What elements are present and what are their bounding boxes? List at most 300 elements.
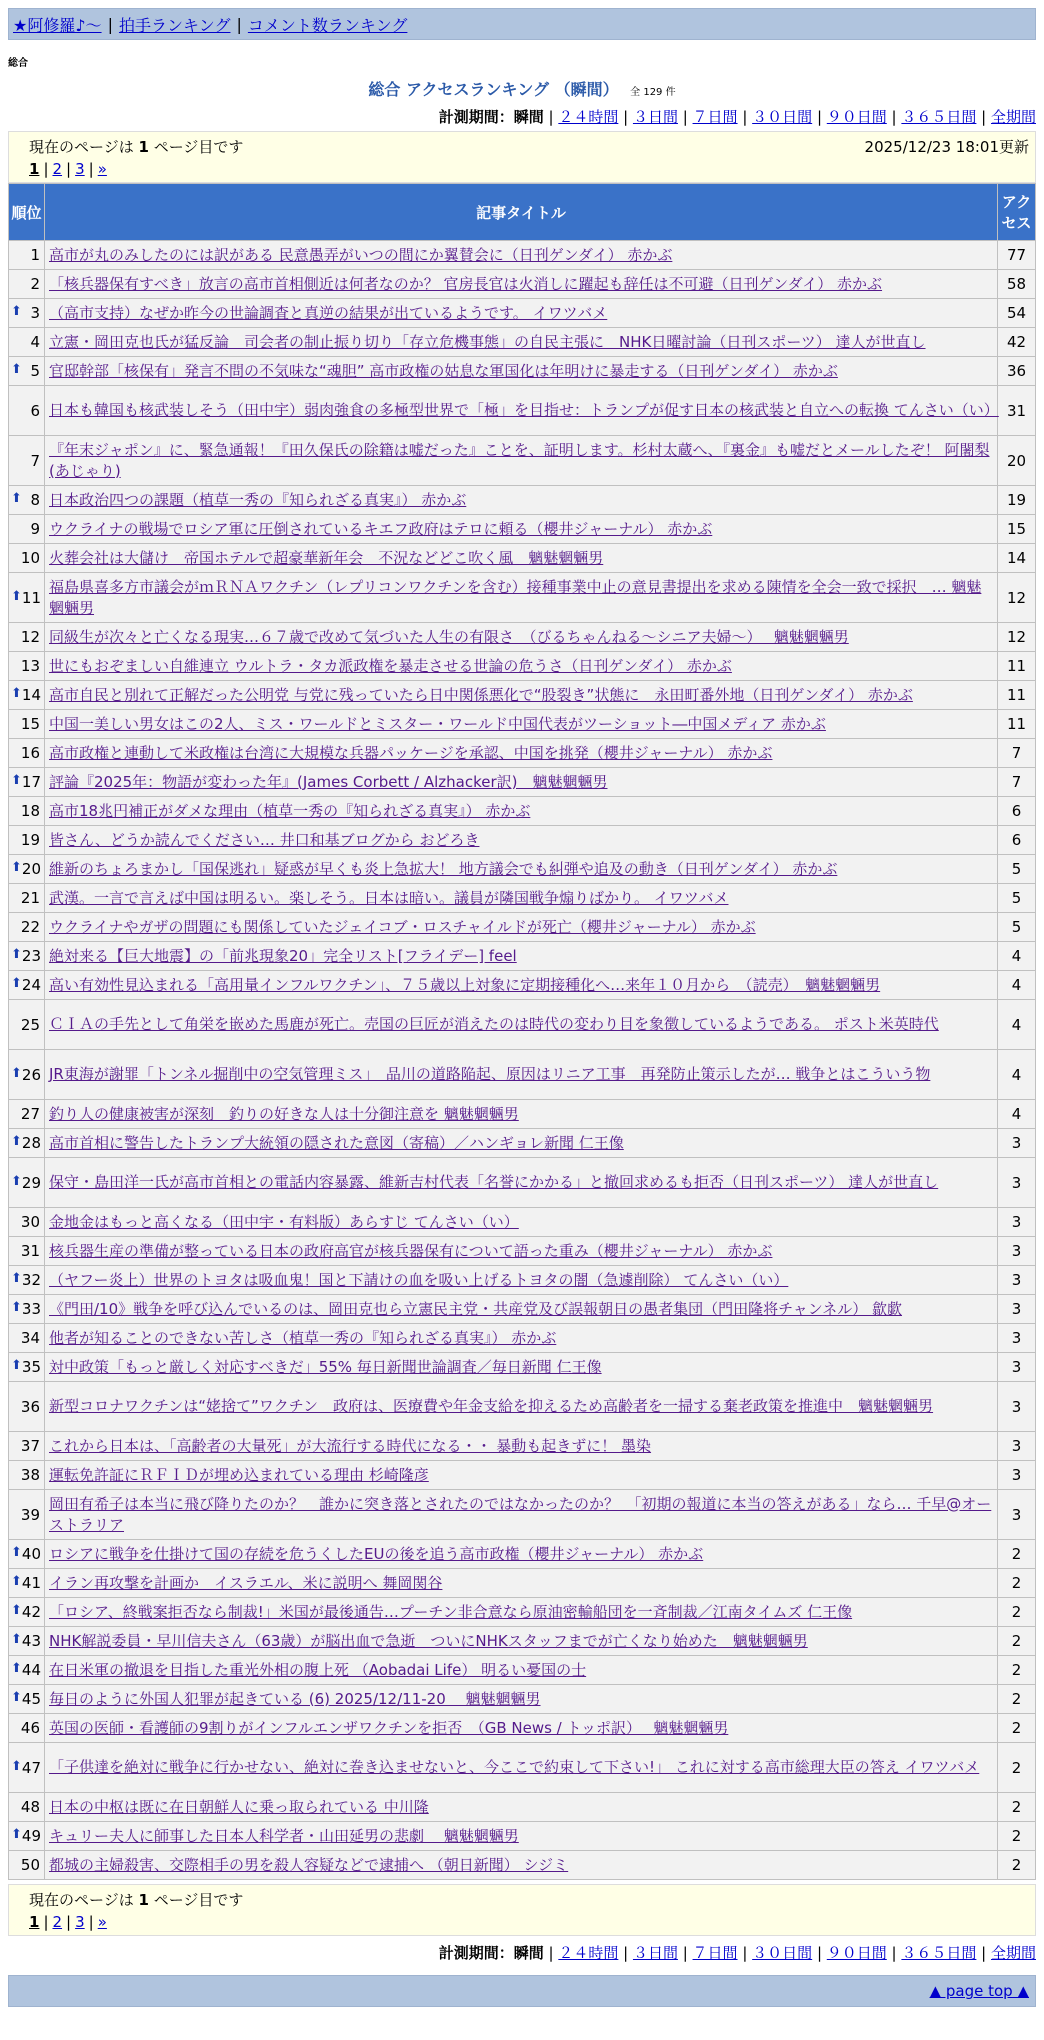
rank-number: 48 (20, 1798, 40, 1816)
rank-number: 50 (20, 1856, 40, 1874)
rank-cell (9, 1100, 45, 1129)
nav-separator: | (107, 14, 113, 34)
rank-cell (9, 768, 45, 797)
table-row (9, 1656, 1036, 1685)
title-cell (45, 884, 998, 913)
title-cell (45, 1237, 998, 1266)
title-cell (45, 1208, 998, 1237)
rank-cell (9, 1050, 45, 1100)
rank-number: 30 (20, 1213, 40, 1231)
period-link[interactable]: ３６５日間 (901, 108, 977, 126)
period-link[interactable]: ３０日間 (752, 108, 813, 126)
title-cell (45, 299, 998, 328)
rank-up-arrow-icon: ⬆ (11, 1271, 22, 1286)
article-link[interactable]: 「子供達を絶対に戦争に行かせない、絶対に巻き込ませないと、今ここで約束して下さい!」 これに対する高市総理大臣の答え イワツバメ (49, 1758, 980, 1776)
article-link[interactable]: 高市18兆円補正がダメな理由（植草一秀の『知られざる真実』） 赤かぶ (49, 801, 531, 820)
table-row (9, 270, 1036, 299)
pager-link[interactable]: 2 (52, 160, 63, 178)
title-cell (45, 1050, 998, 1100)
rank-cell (9, 1490, 45, 1540)
access-count: 14 (998, 544, 1036, 573)
table-row (9, 1129, 1036, 1158)
article-link[interactable]: 絶対来る【巨大地震】の「前兆現象20」完全リスト[フライデー] feel (49, 946, 517, 965)
access-count: 31 (998, 386, 1036, 436)
period-link[interactable]: ３６５日間 (901, 1944, 977, 1962)
comment-ranking-link[interactable]: コメント数ランキング (247, 15, 408, 35)
rank-up-arrow-icon: ⬆ (11, 1300, 22, 1315)
article-link[interactable]: 新型コロナワクチンは“姥捨て”ワクチン 政府は、医療費や年金支給を抑えるため高齢者を一掃する棄老政策を推進中 魑魅魍魎男 (49, 1397, 934, 1415)
access-count: 2 (998, 1851, 1036, 1880)
period-selector: 計測期間：瞬間 | ２４時間 | ３日間 | ７日間 | ３０日間 | ９０日間 | ３６５日間 | 全期間 (438, 1944, 1036, 1962)
title-cell (45, 436, 998, 486)
rank-up-arrow-icon: ⬆ (11, 588, 22, 604)
rank-cell (9, 1656, 45, 1685)
period-current: 瞬間 (513, 108, 544, 126)
access-count: 5 (998, 913, 1036, 942)
article-link[interactable]: 他者が知ることのできない苦しさ（植草一秀の『知られざる真実』） 赤かぶ (49, 1328, 557, 1347)
access-count: 11 (998, 681, 1036, 710)
title-cell (45, 515, 998, 544)
pager-link[interactable]: 3 (75, 1913, 85, 1931)
pager-links: 1 | 2 | 3 | » (29, 160, 107, 178)
rank-cell (9, 486, 45, 515)
title-cell (45, 386, 998, 436)
title-cell (45, 544, 998, 573)
rank-cell (9, 681, 45, 710)
rank-number: 33 (21, 1300, 41, 1318)
table-row (9, 1324, 1036, 1353)
access-count: 6 (998, 797, 1036, 826)
access-count: 2 (998, 1656, 1036, 1685)
access-count: 4 (998, 971, 1036, 1000)
access-count: 3 (998, 1432, 1036, 1461)
rank-up-arrow-icon: ⬆ (11, 947, 22, 962)
rank-up-arrow-icon: ⬆ (11, 1065, 22, 1081)
title-cell (45, 1158, 998, 1208)
period-link[interactable]: ９０日間 (826, 1944, 887, 1962)
article-link[interactable]: 中国一美しい男女はこの2人、ミス・ワールドとミスター・ワールド中国代表がツーショット―中国メディア 赤かぶ (49, 714, 826, 733)
rank-cell (9, 573, 45, 623)
access-count: 2 (998, 1714, 1036, 1743)
access-count: 12 (998, 573, 1036, 623)
period-link[interactable]: ３０日間 (752, 1944, 813, 1962)
pager-next[interactable]: » (97, 1913, 107, 1931)
article-link[interactable]: 日本の中枢は既に在日朝鮮人に乗っ取られている 中川隆 (49, 1797, 429, 1816)
rank-number: 1 (30, 246, 40, 264)
access-count: 3 (998, 1353, 1036, 1382)
title-cell (45, 1266, 998, 1295)
rank-number: 45 (21, 1690, 41, 1708)
access-count: 3 (998, 1461, 1036, 1490)
title-cell (45, 357, 998, 386)
access-count: 4 (998, 942, 1036, 971)
title-cell (45, 797, 998, 826)
rank-cell (9, 1295, 45, 1324)
period-link[interactable]: ２４時間 (558, 108, 619, 126)
title-cell (45, 1295, 998, 1324)
table-row (9, 386, 1036, 436)
access-count: 3 (998, 1208, 1036, 1237)
table-row (9, 739, 1036, 768)
access-count: 58 (998, 270, 1036, 299)
rank-cell (9, 1540, 45, 1569)
rank-number: 16 (20, 744, 40, 762)
rank-cell (9, 739, 45, 768)
title-cell (45, 270, 998, 299)
title-cell (45, 1598, 998, 1627)
rank-up-arrow-icon: ⬆ (11, 1632, 22, 1647)
pager-current: 1 (29, 160, 40, 178)
article-link[interactable]: ＣＩＡの手先として角栄を嵌めた馬鹿が死亡。売国の巨匠が消えたのは時代の変わり目を象徴しているようである。 ポスト米英時代 (49, 1015, 939, 1033)
article-link[interactable]: イラン再攻撃を計画か イスラエル、米に説明へ 舞岡関谷 (49, 1573, 443, 1592)
access-count: 4 (998, 1050, 1036, 1100)
title-cell (45, 1490, 998, 1540)
rank-number: 27 (20, 1105, 40, 1123)
table-row (9, 241, 1036, 270)
article-link[interactable]: 在日米軍の撤退を目指した重光外相の腹上死 （Aobadai Life） 明るい憂国の士 (49, 1660, 587, 1679)
article-link[interactable]: 日本政治四つの課題（植草一秀の『知られざる真実』） 赤かぶ (49, 490, 467, 509)
period-link[interactable]: ７日間 (692, 108, 738, 126)
table-row (9, 652, 1036, 681)
article-link[interactable]: 高い有効性見込まれる「高用量インフルワクチン」、７５歳以上対象に定期接種化へ…来年１０月から （読売） 魑魅魍魎男 (49, 975, 881, 994)
pager-next[interactable]: » (97, 160, 107, 178)
rank-number: 3 (30, 304, 40, 322)
title-header: 記事タイトル (45, 184, 998, 241)
title-cell (45, 913, 998, 942)
access-count: 11 (998, 710, 1036, 739)
top-nav-bar (8, 8, 1036, 40)
title-cell (45, 1382, 998, 1432)
rank-up-arrow-icon: ⬆ (11, 362, 22, 377)
table-row (9, 797, 1036, 826)
article-link[interactable]: 釣り人の健康被害が深刻 釣りの好きな人は十分御注意を 魑魅魍魎男 (49, 1104, 519, 1123)
rank-number: 44 (21, 1661, 41, 1679)
title-cell (45, 1569, 998, 1598)
rank-number: 29 (21, 1173, 41, 1192)
rank-up-arrow-icon: ⬆ (11, 773, 22, 788)
access-count: 3 (998, 1158, 1036, 1208)
rank-cell (9, 1793, 45, 1822)
pager-current: 1 (29, 1913, 40, 1931)
table-row (9, 1237, 1036, 1266)
rank-cell (9, 1685, 45, 1714)
rank-cell (9, 328, 45, 357)
access-count: 2 (998, 1569, 1036, 1598)
article-link[interactable]: 官邸幹部「核保有」発言不問の不気味な“魂胆” 高市政権の姑息な軍国化は年明けに暴走する（日刊ゲンダイ） 赤かぶ (49, 361, 838, 380)
rank-cell (9, 1461, 45, 1490)
table-row (9, 486, 1036, 515)
article-link[interactable]: 英国の医師・看護師の9割りがインフルエンザワクチンを拒否 （GB News / トッポ訳） 魑魅魍魎男 (49, 1718, 729, 1737)
rank-cell (9, 544, 45, 573)
rank-cell (9, 1237, 45, 1266)
table-row (9, 573, 1036, 623)
access-count: 12 (998, 623, 1036, 652)
article-link[interactable]: 火葬会社は大儲け 帝国ホテルで超豪華新年会 不況などどこ吹く風 魑魅魍魎男 (49, 548, 604, 567)
rank-cell (9, 515, 45, 544)
rank-number: 25 (20, 1015, 40, 1034)
title-cell (45, 1324, 998, 1353)
rank-number: 32 (21, 1271, 41, 1289)
article-link[interactable]: 運転免許証にＲＦＩＤが埋め込まれている理由 杉崎隆彦 (49, 1465, 429, 1484)
title-cell (45, 1000, 998, 1050)
period-link[interactable]: 全期間 (990, 108, 1036, 126)
title-cell (45, 1432, 998, 1461)
table-row (9, 1569, 1036, 1598)
rank-up-arrow-icon: ⬆ (11, 1574, 22, 1589)
title-cell (45, 1656, 998, 1685)
rank-number: 6 (30, 401, 40, 420)
rank-up-arrow-icon: ⬆ (11, 1545, 22, 1560)
rank-cell (9, 855, 45, 884)
rank-cell (9, 1743, 45, 1793)
access-count: 2 (998, 1793, 1036, 1822)
period-link[interactable]: ３日間 (632, 108, 678, 126)
access-count: 11 (998, 652, 1036, 681)
rank-up-arrow-icon: ⬆ (11, 1358, 22, 1373)
rank-number: 20 (21, 860, 41, 878)
page-top-link[interactable]: ▲ page top ▲ (929, 1982, 1029, 2000)
access-count: 5 (998, 884, 1036, 913)
rank-number: 43 (21, 1632, 41, 1650)
article-link[interactable]: 高市首相に警告したトランプ大統領の隠された意図（寄稿）／ハンギョレ新聞 仁王像 (49, 1133, 624, 1152)
article-link[interactable]: これから日本は、「高齢者の大量死」が大流行する時代になる・・ 暴動も起きずに！ 墨染 (49, 1436, 652, 1455)
rank-number: 24 (21, 976, 41, 994)
table-row (9, 710, 1036, 739)
title-cell (45, 681, 998, 710)
period-link[interactable]: ９０日間 (826, 108, 887, 126)
article-link[interactable]: 福島県喜多方市議会がｍＲＮＡワクチン（レプリコンワクチンを含む）接種事業中止の意見書提出を求める陳情を全会一致で採択 … 魑魅魍魎男 (49, 577, 982, 617)
table-row (9, 1822, 1036, 1851)
table-row (9, 1432, 1036, 1461)
access-count: 2 (998, 1540, 1036, 1569)
article-link[interactable]: 「核兵器保有すべき」放言の高市首相側近は何者なのか？ 官房長官は火消しに躍起も辞任は不可避（日刊ゲンダイ） 赤かぶ (49, 274, 883, 293)
title-cell (45, 623, 998, 652)
article-link[interactable]: 立憲・岡田克也氏が猛反論 司会者の制止振り切り「存立危機事態」の自民主張に NHK日曜討論（日刊スポーツ） 達人が世直し (49, 332, 926, 351)
table-row (9, 913, 1036, 942)
table-row (9, 299, 1036, 328)
pager-status: 現在のページは 1 ページ目です (29, 137, 244, 156)
rank-up-arrow-icon: ⬆ (11, 1173, 22, 1189)
access-count: 54 (998, 299, 1036, 328)
rank-cell (9, 1714, 45, 1743)
article-link[interactable]: 保守・島田洋一氏が高市首相との電話内容暴露、維新吉村代表「名誉にかかる」と撤回求めるも拒否（日刊スポーツ） 達人が世直し (49, 1173, 939, 1191)
rank-up-arrow-icon: ⬆ (11, 1134, 22, 1149)
rank-number: 47 (21, 1758, 41, 1777)
table-row (9, 1266, 1036, 1295)
rank-cell (9, 270, 45, 299)
article-link[interactable]: 岡田有希子は本当に飛び降りたのか？ 誰かに突き落とされたのではなかったのか？ 「初期の報道に本当の答えがある」なら… 千早@オーストラリア (49, 1494, 992, 1534)
article-link[interactable]: 高市が丸のみしたのには訳がある 民意愚弄がいつの間にか翼賛会に（日刊ゲンダイ） 赤かぶ (49, 245, 673, 264)
rank-up-arrow-icon: ⬆ (11, 1661, 22, 1676)
article-link[interactable]: 金地金はもっと高くなる（田中宇・有料版）あらすじ てんさい（い） (49, 1212, 519, 1231)
period-link[interactable]: 全期間 (990, 1944, 1036, 1962)
article-link[interactable]: 高市政権と連動して米政権は台湾に大規模な兵器パッケージを承認、中国を挑発（櫻井ジャーナル） 赤かぶ (49, 743, 773, 762)
rank-number: 8 (30, 491, 40, 509)
rank-number: 10 (20, 549, 40, 567)
access-count: 15 (998, 515, 1036, 544)
rank-cell (9, 1158, 45, 1208)
article-link[interactable]: キュリー夫人に師事した日本人科学者・山田延男の悲劇 魑魅魍魎男 (49, 1826, 519, 1845)
article-link[interactable]: ロシアに戦争を仕掛けて国の存続を危うくしたEUの後を追う高市政権（櫻井ジャーナル） 赤かぶ (49, 1544, 704, 1563)
total-count: 全 129 件 (630, 87, 676, 98)
updated-time: 2025/12/23 18:01更新 (864, 137, 1029, 156)
rank-up-arrow-icon: ⬆ (11, 1603, 22, 1618)
rank-up-arrow-icon: ⬆ (11, 1758, 22, 1774)
article-link[interactable]: 核兵器生産の準備が整っている日本の政府高官が核兵器保有について語った重み（櫻井ジャーナル） 赤かぶ (49, 1241, 773, 1260)
rank-up-arrow-icon: ⬆ (11, 976, 22, 991)
rank-cell (9, 386, 45, 436)
table-row (9, 544, 1036, 573)
title-cell (45, 710, 998, 739)
rank-number: 13 (20, 657, 40, 675)
article-link[interactable]: 武漢。一言で言えば中国は明るい。楽しそう。日本は暗い。議員が隣国戦争煽りばかり。 イワツバメ (49, 888, 729, 907)
table-row (9, 1295, 1036, 1324)
rank-cell (9, 652, 45, 681)
table-row (9, 1490, 1036, 1540)
rank-cell (9, 623, 45, 652)
table-row (9, 436, 1036, 486)
period-current: 瞬間 (513, 1944, 544, 1962)
period-link[interactable]: ２４時間 (558, 1944, 619, 1962)
table-row (9, 942, 1036, 971)
access-count: 6 (998, 826, 1036, 855)
rank-number: 11 (21, 588, 41, 607)
table-row (9, 1353, 1036, 1382)
title-cell (45, 1100, 998, 1129)
rank-cell (9, 971, 45, 1000)
access-count: 2 (998, 1685, 1036, 1714)
rank-number: 15 (20, 715, 40, 733)
access-count: 3 (998, 1295, 1036, 1324)
table-row (9, 1382, 1036, 1432)
rank-number: 37 (20, 1437, 40, 1455)
table-row (9, 1461, 1036, 1490)
article-link[interactable]: 高市自民と別れて正解だった公明党 与党に残っていたら日中関係悪化で“股裂き”状態に 永田町番外地（日刊ゲンダイ） 赤かぶ (49, 685, 913, 704)
article-link[interactable]: ウクライナの戦場でロシア軍に圧倒されているキエフ政府はテロに頼る（櫻井ジャーナル） 赤かぶ (49, 519, 713, 538)
rank-number: 34 (20, 1329, 40, 1347)
rank-cell (9, 436, 45, 486)
access-count: 2 (998, 1627, 1036, 1656)
title-cell (45, 241, 998, 270)
table-row (9, 971, 1036, 1000)
table-row (9, 1627, 1036, 1656)
rank-up-arrow-icon: ⬆ (11, 491, 22, 506)
rank-cell (9, 1382, 45, 1432)
article-link[interactable]: （高市支持）なぜか昨今の世論調査と真逆の結果が出ているようです。 イワツバメ (49, 303, 608, 322)
pager-top (8, 131, 1036, 183)
home-link[interactable]: ★阿修羅♪～ (13, 15, 102, 35)
article-link[interactable]: NHK解説委員・早川信夫さん（63歳）が脳出血で急逝 ついにNHKスタッフまでが亡くなり始めた 魑魅魍魎男 (49, 1631, 808, 1650)
access-count: 3 (998, 1237, 1036, 1266)
pager-links: 1 | 2 | 3 | » (29, 1913, 107, 1931)
title-cell (45, 1540, 998, 1569)
title-cell (45, 739, 998, 768)
title-cell (45, 1714, 998, 1743)
period-selector: 計測期間：瞬間 | ２４時間 | ３日間 | ７日間 | ３０日間 | ９０日間 | ３６５日間 | 全期間 (438, 108, 1036, 126)
article-link[interactable]: 皆さん、どうか読んでください… 井口和基ブログから おどろき (49, 830, 480, 849)
period-link[interactable]: ７日間 (692, 1944, 738, 1962)
rank-cell (9, 1266, 45, 1295)
title-cell (45, 971, 998, 1000)
table-row (9, 1100, 1036, 1129)
ranking-table (8, 183, 1036, 1880)
title-cell (45, 652, 998, 681)
article-link[interactable]: JR東海が謝罪「トンネル掘削中の空気管理ミス」 品川の道路陥起、原因はリニア工事 再発防止策示したが… 戦争とはこういう物 (49, 1065, 931, 1083)
table-row (9, 1743, 1036, 1793)
access-count: 3 (998, 1129, 1036, 1158)
rank-up-arrow-icon: ⬆ (11, 860, 22, 875)
access-header: アクセス (998, 184, 1036, 241)
table-row (9, 328, 1036, 357)
access-count: 3 (998, 1382, 1036, 1432)
rank-cell (9, 1851, 45, 1880)
title-cell (45, 1461, 998, 1490)
access-count: 42 (998, 328, 1036, 357)
article-link[interactable]: 日本も韓国も核武装しそう（田中宇）弱肉強食の多極型世界で「極」を目指せ：トランプが促す日本の核武装と自立への転換 てんさい（い） (49, 401, 999, 419)
rank-cell (9, 797, 45, 826)
rank-number: 17 (21, 773, 41, 791)
rank-cell (9, 710, 45, 739)
rank-cell (9, 1353, 45, 1382)
rank-up-arrow-icon: ⬆ (11, 686, 22, 701)
rank-number: 19 (20, 831, 40, 849)
rank-number: 36 (20, 1397, 40, 1416)
article-link[interactable]: 世にもおぞましい自維連立 ウルトラ・タカ派政権を暴走させる世論の危うさ（日刊ゲンダイ） 赤かぶ (49, 656, 732, 675)
article-link[interactable]: 毎日のように外国人犯罪が起きている (6) 2025/12/11-20 魑魅魍魎男 (49, 1689, 541, 1708)
title-cell (45, 1743, 998, 1793)
table-row (9, 1714, 1036, 1743)
article-link[interactable]: （ヤフー炎上）世界のトヨタは吸血鬼！国と下請けの血を吸い上げるトヨタの闇（急遽削除） てんさい（い） (49, 1270, 789, 1289)
period-link[interactable]: ３日間 (632, 1944, 678, 1962)
article-link[interactable]: 同級生が次々と亡くなる現実…６７歳で改めて気づいた人生の有限さ （びるちゃんねる～シニア夫婦～） 魑魅魍魎男 (49, 627, 849, 646)
access-count: 3 (998, 1490, 1036, 1540)
table-row (9, 768, 1036, 797)
article-link[interactable]: 「ロシア、終戦案拒否なら制裁!」米国が最後通告…プーチン非合意なら原油密輸船団を一斉制裁／江南タイムズ 仁王像 (49, 1602, 853, 1621)
article-link[interactable]: ウクライナやガザの問題にも関係していたジェイコブ・ロスチャイルドが死亡（櫻井ジャーナル） 赤かぶ (49, 917, 756, 936)
table-row (9, 1000, 1036, 1050)
rank-number: 42 (21, 1603, 41, 1621)
rank-number: 31 (20, 1242, 40, 1260)
rank-number: 18 (20, 802, 40, 820)
article-link[interactable]: 《門田/10》戦争を呼び込んでいるのは、岡田克也ら立憲民主党・共産党及び誤報朝日の愚者集団（門田隆将チャンネル） 歙歔 (49, 1299, 903, 1318)
article-link[interactable]: 『年末ジャポン』に、緊急通報！『田久保氏の除籍は嘘だった』ことを、証明します。杉村太蔵へ、『裏金』も嘘だとメールしたぞ！ 阿闍梨(あじゃり) (49, 440, 990, 480)
article-link[interactable]: 維新のちょろまかし「国保逃れ」疑惑が早くも炎上急拡大！ 地方議会でも糾弾や追及の動き（日刊ゲンダイ） 赤かぶ (49, 859, 838, 878)
period-label: 計測期間： (438, 108, 514, 126)
access-count: 77 (998, 241, 1036, 270)
pager-link[interactable]: 2 (52, 1913, 63, 1931)
table-row (9, 1685, 1036, 1714)
table-row (9, 623, 1036, 652)
rank-cell (9, 1569, 45, 1598)
rank-number: 7 (30, 451, 40, 470)
applause-ranking-link[interactable]: 拍手ランキング (118, 15, 231, 35)
rank-cell (9, 942, 45, 971)
bottom-bar (8, 1975, 1036, 2007)
table-row (9, 826, 1036, 855)
rank-number: 5 (30, 362, 40, 380)
article-link[interactable]: 都城の主婦殺害、交際相手の男を殺人容疑などで逮捕へ （朝日新聞） シジミ (49, 1855, 569, 1874)
access-count: 4 (998, 1100, 1036, 1129)
access-count: 3 (998, 1266, 1036, 1295)
access-count: 20 (998, 436, 1036, 486)
pager-link[interactable]: 3 (75, 160, 85, 178)
article-link[interactable]: 評論『2025年：物語が変わった年』(James Corbett / Alzhacker訳) 魑魅魍魎男 (49, 772, 608, 791)
period-label: 計測期間： (438, 1944, 514, 1962)
rank-number: 12 (20, 628, 40, 646)
article-link[interactable]: 対中政策「もっと厳しく対応すべきだ」55% 毎日新聞世論調査／毎日新聞 仁王像 (49, 1357, 602, 1376)
table-row (9, 1598, 1036, 1627)
title-cell (45, 486, 998, 515)
